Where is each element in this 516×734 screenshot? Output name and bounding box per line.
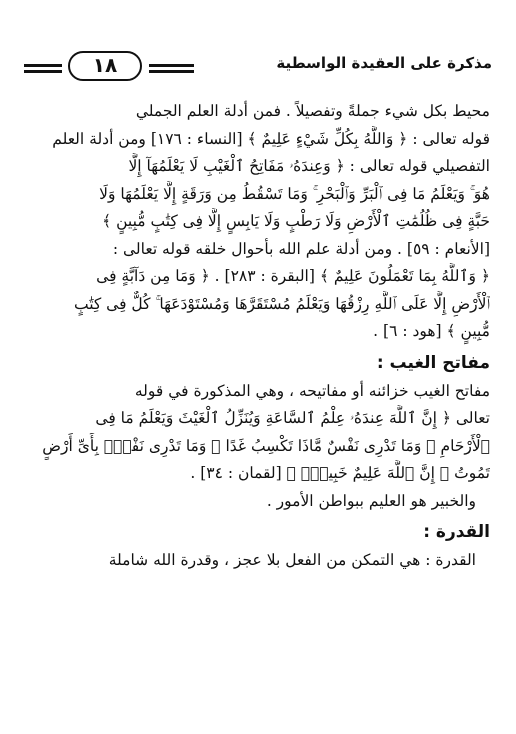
header-rule: [24, 70, 62, 73]
book-title: مذكرة على العقيدة الواسطية: [276, 54, 492, 72]
paragraph-keys-of-unseen: [26, 378, 490, 488]
section-heading-keys-of-unseen: مفاتح الغيب :: [376, 352, 490, 373]
text-line: ٱلْأَرْضِ إِلَّا عَلَى ٱللَّهِ رِزْقُهَا وَيَعْلَمُ مُسْتَقَرَّهَا وَمُسْتَوْدَعَهَا ۚ كُلٌّ فِى كِتَٰبٍ: [73, 294, 490, 313]
text-line: والخبير هو العليم ببواطن الأمور .: [266, 491, 476, 510]
header-rule: [149, 64, 194, 67]
paragraph-knowledge-evidence: [26, 98, 490, 346]
text-line: مُّبِينٍ ﴾ [هود : ٦] .: [373, 322, 490, 340]
section-heading-power: القدرة :: [423, 522, 490, 542]
text-line: مفاتح الغيب خزائنه أو مفاتيحه ، وهي المذكورة في قوله: [134, 381, 490, 400]
text-line: تَمُوتُ ۚ إِنَّ ٱللَّهَ عَلِيمٌ خَبِيرٌۢ ﴾ [لقمان : ٣٤] .: [190, 464, 490, 482]
text-line: قوله تعالى : ﴿ وَاللَّهُ بِكُلِّ شَيْءٍ عَلِيمٌ ﴾ [النساء : ١٧٦] ومن أدلة العلم: [52, 129, 490, 148]
text-line: التفصيلي قوله تعالى : ﴿ وَعِندَهُۥ مَفَاتِحُ ٱلْغَيْبِ لَا يَعْلَمُهَآ إِلَّا: [128, 157, 490, 175]
text-line: ٱلْأَرْحَامِ ۖ وَمَا تَدْرِى نَفْسٌ مَّاذَا تَكْسِبُ غَدًا ۖ وَمَا تَدْرِى نَفْسٌۢ بِأَىِّ أَرْضٍ: [42, 436, 490, 455]
page-header: [24, 50, 492, 86]
paragraph-power: [26, 547, 490, 575]
header-rule: [24, 64, 62, 67]
text-line: حَبَّةٍ فِى ظُلُمَٰتِ ٱلْأَرْضِ وَلَا رَطْبٍ وَلَا يَابِسٍ إِلَّا فِى كِتَٰبٍ مُّبِينٍ ﴾: [102, 212, 490, 230]
text-line: محيط بكل شيء جملةً وتفصيلاً . فمن أدلة العلم الجملي: [135, 102, 490, 120]
text-line: هُوَ ۚ وَيَعْلَمُ مَا فِى ٱلْبَرِّ وَٱلْبَحْرِ ۚ وَمَا تَسْقُطُ مِن وَرَقَةٍ إِلَّا يَعْلَمُهَا وَلَا: [99, 184, 490, 203]
paragraph-all-aware: [26, 488, 490, 516]
page-number: ١٨: [68, 51, 142, 81]
text-line: القدرة : هي التمكن من الفعل بلا عجز ، وقدرة الله شاملة: [108, 551, 476, 569]
text-line: [الأنعام : ٥٩] . ومن أدلة علم الله بأحوال خلقه قوله تعالى :: [112, 239, 490, 258]
page-content: [26, 98, 490, 575]
text-line: تعالى ﴿ إِنَّ ٱللَّهَ عِندَهُۥ عِلْمُ ٱلسَّاعَةِ وَيُنَزِّلُ ٱلْغَيْثَ وَيَعْلَمُ مَا فِى: [95, 409, 490, 427]
text-line: ﴿ وَٱللَّهُ بِمَا تَعْمَلُونَ عَلِيمٌ ﴾ [البقرة : ٢٨٣] . ﴿ وَمَا مِن دَآبَّةٍ فِى: [96, 267, 490, 285]
header-rule: [149, 70, 194, 73]
